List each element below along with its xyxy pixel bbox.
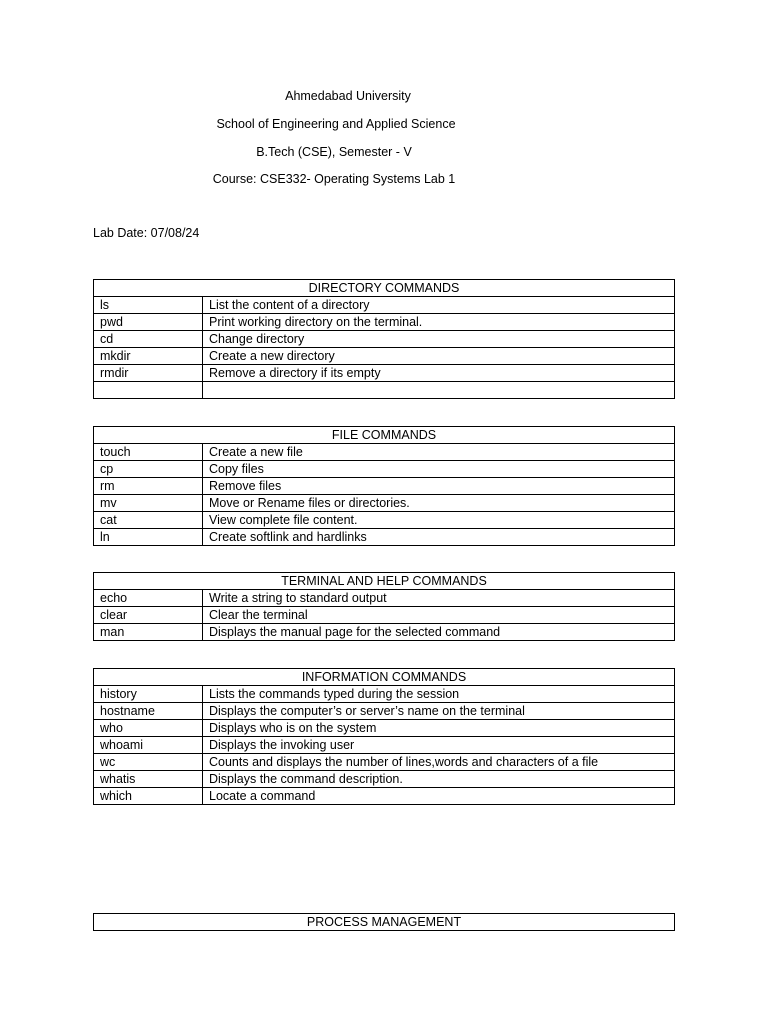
table-row [94,703,675,720]
table-row [94,331,675,348]
command-description: View complete file content. [203,512,675,529]
command-name: echo [94,590,203,607]
table-row [94,788,675,805]
table-row [94,382,675,399]
table-row [94,686,675,703]
command-description: Move or Rename files or directories. [203,495,675,512]
command-description: Displays the invoking user [203,737,675,754]
command-description [203,382,675,399]
table-row [94,297,675,314]
program-line: B.Tech (CSE), Semester - V [256,145,412,159]
command-name: rmdir [94,365,203,382]
course-line: Course: CSE332- Operating Systems Lab 1 [212,172,456,186]
information-commands-table [93,668,675,805]
table-row [94,348,675,365]
command-name: clear [94,607,203,624]
command-name: pwd [94,314,203,331]
table-row [94,461,675,478]
command-description: Locate a command [203,788,675,805]
command-description: Remove files [203,478,675,495]
command-name: who [94,720,203,737]
command-description: Print working directory on the terminal. [203,314,675,331]
table-row [94,478,675,495]
command-name: cat [94,512,203,529]
command-name: cp [94,461,203,478]
table-title: DIRECTORY COMMANDS [94,280,675,297]
command-name: touch [94,444,203,461]
command-description: Clear the terminal [203,607,675,624]
table-row [94,720,675,737]
table-row [94,444,675,461]
command-description: Lists the commands typed during the session [203,686,675,703]
command-description: Displays the command description. [203,771,675,788]
command-name: cd [94,331,203,348]
table-row [94,737,675,754]
table-row [94,314,675,331]
command-description: Copy files [203,461,675,478]
command-description: Counts and displays the number of lines,words and characters of a file [203,754,675,771]
school-name: School of Engineering and Applied Science [216,117,456,131]
table-row [94,607,675,624]
process-management-table [93,913,675,931]
command-name [94,382,203,399]
command-name: whatis [94,771,203,788]
table-title: PROCESS MANAGEMENT [94,914,675,931]
directory-commands-table [93,279,675,399]
table-row [94,495,675,512]
command-name: mkdir [94,348,203,365]
command-name: hostname [94,703,203,720]
command-name: ls [94,297,203,314]
table-row [94,624,675,641]
command-description: Displays the computer’s or server’s name on the terminal [203,703,675,720]
command-name: ln [94,529,203,546]
university-name: Ahmedabad University [285,89,411,103]
table-row [94,754,675,771]
command-name: wc [94,754,203,771]
command-description: Change directory [203,331,675,348]
command-name: whoami [94,737,203,754]
table-row [94,771,675,788]
table-row [94,512,675,529]
command-description: Remove a directory if its empty [203,365,675,382]
table-title: TERMINAL AND HELP COMMANDS [94,573,675,590]
table-row [94,590,675,607]
table-row [94,529,675,546]
command-name: man [94,624,203,641]
terminal-help-commands-table [93,572,675,641]
command-description: Write a string to standard output [203,590,675,607]
table-title: FILE COMMANDS [94,427,675,444]
command-name: mv [94,495,203,512]
table-row [94,365,675,382]
command-name: which [94,788,203,805]
command-description: Create a new directory [203,348,675,365]
command-name: rm [94,478,203,495]
command-name: history [94,686,203,703]
command-description: Displays who is on the system [203,720,675,737]
command-description: Displays the manual page for the selected command [203,624,675,641]
lab-date: Lab Date: 07/08/24 [93,226,200,240]
command-description: Create a new file [203,444,675,461]
command-description: List the content of a directory [203,297,675,314]
command-description: Create softlink and hardlinks [203,529,675,546]
file-commands-table [93,426,675,546]
table-title: INFORMATION COMMANDS [94,669,675,686]
